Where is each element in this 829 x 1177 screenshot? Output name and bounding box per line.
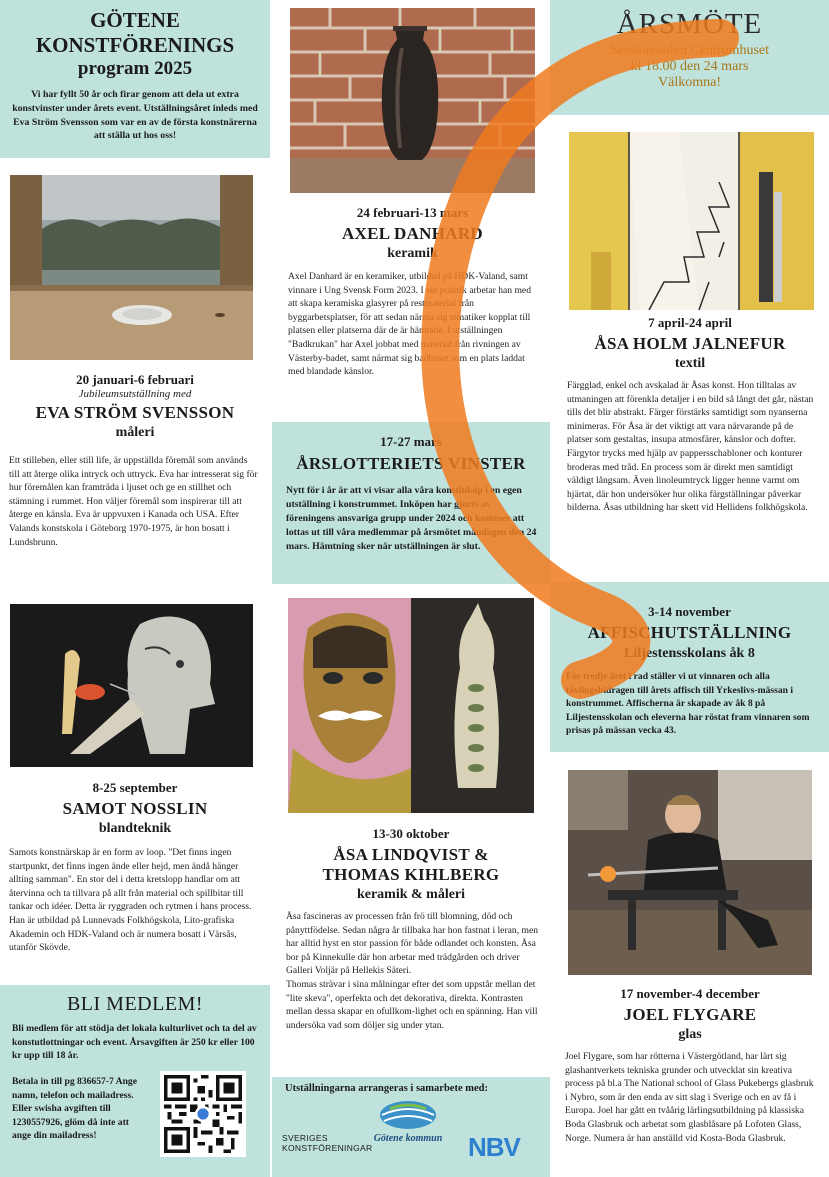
- axel-heading: [275, 205, 550, 262]
- axel-vase-image: [290, 8, 535, 193]
- medlem-pay: Betala in till pg 836657-7 Ange namn, telefon och mailadress. Eller swisha avgiften till 1230557926, glöm då inte att ange din mailadress!: [12, 1076, 137, 1142]
- lindqvist-text: [286, 910, 540, 1032]
- lotteri-text: Nytt för i år är att vi visar alla våra konstinköp i en egen utställning i konstrummet. Inköpen har gjorts av föreningens ansvariga grupp under 2024 och kommer att lottas ut till våra medlemmar på årsmötet måndagen den 24 mars. Hämtning sker när utställningen är slut.: [286, 485, 537, 552]
- lindqvist-heading: [272, 826, 550, 903]
- samot-medium: blandteknik: [98, 821, 172, 836]
- eva-text: Ett stilleben, eller still life, är uppställda föremål som används till att återge olika intryck och uttryck. Eva har intresserat sig för hur föremålen kan framträda i ljuset och ge en stillhet och stämning i rummet. Hon väljer föremål som inspirerar till att återge en känsla. Eva är uppvuxen i Kanada och USA. Efter Valands konstskola i Göteborg 1970-1975, är hon bosatt i Lundsbrunn.: [9, 455, 258, 548]
- lotteri-box: [272, 422, 550, 584]
- samot-date: 8-25 september: [92, 780, 178, 795]
- joel-heading: [555, 986, 825, 1043]
- lindqvist-text-asa: Åsa fascineras av processen från frö till blomning, död och pånyttfödelse. Sedan några år tillbaka har hon fastnat i leran, men har alltid hyst en stor passion för både odlandet och konsten. Åsa bor på Kinnekulle där hon arbetar med trädgården och driver Galleri Voljär på Hellekis Säteri.: [286, 911, 539, 977]
- medlem-box: [0, 985, 270, 1177]
- axel-date: 24 februari-13 mars: [356, 205, 469, 220]
- eva-heading: [0, 372, 270, 441]
- arsmote-time: kl 18.00 den 24 mars: [630, 59, 749, 74]
- eva-medium: måleri: [115, 425, 155, 440]
- axel-name: AXEL DANHARD: [341, 224, 484, 243]
- lindqvist-kihlberg-image: [288, 598, 534, 813]
- lindqvist-name-line2: THOMAS KIHLBERG: [322, 865, 500, 884]
- title-line2: KONSTFÖRENINGS: [35, 33, 235, 58]
- arsmote-place: Sessionssalen Centrumhuset: [609, 43, 770, 58]
- asa-holm-textile-image: [569, 132, 814, 310]
- affisch-box: [550, 582, 829, 752]
- title-line3: program 2025: [77, 58, 193, 80]
- eva-subtitle: Jubileumsutställning med: [78, 388, 192, 400]
- asa-holm-name: ÅSA HOLM JALNEFUR: [594, 334, 786, 353]
- asa-holm-text: Färgglad, enkel och avskalad är Åsas konst. Hon tilltalas av utmaningen att förenkla detaljer i en bild så långt det går, nästan tills det blir abstrakt. Färger förstärks samtidigt som nyanserna minimeras. För Åsa är det viktigt att vara närvarande på de platser som gestaltas, insupa atmosfärer, känslor och dofter. Färgytor trycks med hjälp av pappersschabloner och konturer broderas med tråd. En process som är direkt men samtidigt väldigt långsam. Även linoleumtryck ligger henne varmt om hjärtat, där hon undersöker hur olika färgställningar påverkar bilderna. Åsas utbildning har skett vid Hellidens folkhögskola.: [567, 380, 814, 514]
- sponsors-box: [272, 1077, 550, 1177]
- qr-code[interactable]: [160, 1071, 246, 1157]
- asa-holm-date: 7 april-24 april: [648, 315, 732, 330]
- samot-text: Samots konstnärskap är en form av loop. "Det finns ingen startpunkt, det finns ingen ände eller hejd, men ändå hänger allting samman". En stor del i detta kretslopp handlar om att återvinna och ta tillvara på allt från material och spillbitar till tankar och idéer. Detta är ryggraden och rytmen i hans process. Han är utbildad på Lunnevads Folkhögskola, Lito-grafiska Akademin och HDK-Valand och är numera bosatt i Värsås, utanför Skövde.: [9, 847, 252, 954]
- asa-holm-heading: [555, 315, 825, 372]
- title-line1: GÖTENE: [90, 8, 180, 32]
- joel-text: Joel Flygare, som har rötterna i Västergötland, har lärt sig glashantverkets tekniska grunder och utvecklat sin kreativa process på bl.a The National school of Glass Pukebergs glasbruk i Nybro, som är den enda av sitt slag i Sverige och en av få i Europa. Joel har gått en tvåårig lärlingsutbildning på klassiska Boda Glasbruk och arbetat som glasblåsare på Lofoten Glass, Norge. Numera är han anställd vid Kosta-Boda Glasbruk.: [565, 1051, 814, 1144]
- medlem-title: BLI MEDLEM!: [66, 993, 204, 1015]
- samot-artwork-image: [10, 604, 253, 767]
- gotene-kommun-logo: [368, 1099, 448, 1144]
- affisch-name: AFFISCHUTSTÄLLNING: [587, 623, 792, 642]
- lindqvist-medium: keramik & måleri: [356, 887, 466, 902]
- header-box: [0, 0, 270, 158]
- axel-text: Axel Danhard är en keramiker, utbildad på HDK-Valand, samt vinnare i Ung Svensk Form 2023. I sin praktik arbetar han med att skapa keramiska glasyrer på restmaterial från byggarbetsplatser, för att sedan närma sig tematiker kopplat till platsen eller platserna där de är hämtade. I utställningen "Badkrukan" har Axel jobbat med material från rivningen av Västerby-badet, samt närmat sig badhuset som en plats laddat med blandade känslor.: [288, 271, 531, 378]
- lindqvist-text-thomas: Thomas strävar i sina målningar efter det som uppstår mellan det "lite skeva", operfekta och det dekorativa, direkta. Kontrasten mellan dessa skapar en ofullkom-lighet och en spänning. Han vill undersöka vad som döljer sig under ytan.: [286, 979, 538, 1031]
- joel-glassblowing-image: [568, 770, 812, 975]
- lindqvist-name-line1: ÅSA LINDQVIST &: [333, 845, 489, 864]
- affisch-date: 3-14 november: [648, 604, 731, 619]
- lotteri-name: ÅRSLOTTERIETS VINSTER: [296, 454, 526, 473]
- intro-text: Vi har fyllt 50 år och firar genom att dela ut extra konstvinster under årets event. Utställningsåret inleds med Eva Ström Svensson som var en av de första konstnärerna att ställa ut hos oss!: [12, 89, 258, 142]
- arsmote-title: ÅRSMÖTE: [616, 8, 763, 40]
- lindqvist-date: 13-30 oktober: [372, 826, 450, 841]
- joel-date: 17 november-4 december: [620, 986, 760, 1001]
- eva-date: 20 januari-6 februari: [76, 372, 194, 387]
- joel-medium: glas: [678, 1027, 702, 1042]
- samot-name: SAMOT NOSSLIN: [62, 799, 208, 818]
- sveriges-konstforeningar-logo: [282, 1133, 372, 1153]
- sponsors-heading: Utställningarna arrangeras i samarbete med:: [285, 1083, 488, 1094]
- medlem-intro: Bli medlem för att stödja det lokala kulturlivet och ta del av konstutlottningar och event. Årsavgiften är 250 kr eller 100 kr upp till 18 år.: [12, 1023, 257, 1062]
- axel-medium: keramik: [387, 246, 438, 261]
- eva-still-life-image: [10, 175, 253, 360]
- asa-holm-medium: textil: [674, 356, 706, 371]
- arsmote-box: [550, 0, 829, 115]
- gotene-label: Götene kommun: [373, 1133, 443, 1144]
- samot-heading: [0, 780, 270, 837]
- sveriges-line2: KONSTFÖRENINGAR: [282, 1143, 373, 1154]
- nbv-logo: NBV: [468, 1132, 520, 1162]
- arsmote-welcome: Välkomna!: [658, 75, 721, 90]
- affisch-subtitle: Liljestensskolans åk 8: [624, 646, 755, 661]
- joel-name: JOEL FLYGARE: [623, 1005, 757, 1024]
- eva-name: EVA STRÖM SVENSSON: [35, 403, 235, 422]
- affisch-text: För tredje året i rad ställer vi ut vinnaren och alla tävlingsbidragen till årets affisch till Yrkeslivs-mässan i konstrummet. Affischerna är skapade av åk 8 på Liljestensskolan och eleverna har röstat fram vinnaren som prisas på mässan vecka 43.: [566, 671, 810, 737]
- sveriges-line1: SVERIGES: [282, 1133, 328, 1143]
- lotteri-date: 17-27 mars: [380, 434, 442, 449]
